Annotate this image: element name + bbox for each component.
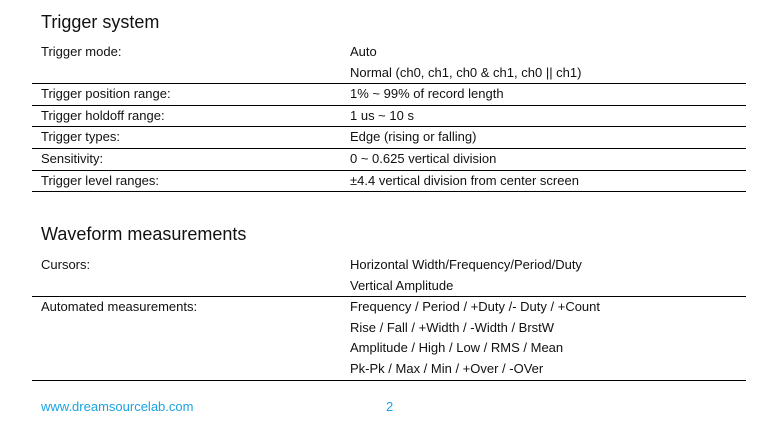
spec-label: Cursors: (41, 257, 91, 272)
footer-website-link[interactable]: www.dreamsourcelab.com (41, 399, 194, 414)
table-row (32, 127, 746, 149)
spec-value (350, 105, 746, 127)
spec-label: Trigger level ranges: (41, 172, 160, 188)
spec-value (350, 297, 746, 380)
spec-value-line: Rise / Fall / +Width / -Width / BrstW (350, 319, 555, 335)
spec-value-line: Edge (rising or falling) (350, 129, 477, 145)
spec-value (350, 148, 746, 170)
table-row (32, 148, 746, 170)
trigger-system-heading: Trigger system (41, 12, 160, 32)
table-row (32, 42, 746, 84)
spec-value (350, 170, 746, 192)
table-row (32, 170, 746, 192)
waveform-measurements-heading: Waveform measurements (41, 224, 247, 244)
spec-value-line: Auto (350, 44, 377, 59)
spec-value (350, 255, 746, 297)
table-row (32, 105, 746, 127)
spec-label: Automated measurements: (41, 299, 198, 315)
trigger-system-table (32, 42, 746, 192)
spec-value-line: Amplitude / High / Low / RMS / Mean (350, 340, 564, 356)
trigger-system-section (32, 11, 746, 192)
spec-label: Trigger types: (41, 129, 120, 145)
spec-label: Trigger mode: (41, 44, 122, 59)
spec-label: Trigger holdoff range: (41, 107, 165, 123)
spec-value-line: Frequency / Period / +Duty /- Duty / +Count (350, 299, 601, 315)
spec-value-line: Vertical Amplitude (350, 277, 454, 293)
table-row (32, 84, 746, 106)
spec-value (350, 42, 746, 84)
waveform-measurements-table (32, 255, 746, 381)
table-row (32, 297, 746, 380)
spec-label: Sensitivity: (41, 150, 104, 166)
spec-value-line: 1 us ~ 10 s (350, 107, 414, 123)
table-row (32, 255, 746, 297)
waveform-measurements-section (32, 223, 746, 381)
spec-label: Trigger position range: (41, 86, 171, 102)
spec-value-line: Pk-Pk / Max / Min / +Over / -OVer (350, 360, 544, 376)
spec-value-line: Normal (ch0, ch1, ch0 & ch1, ch0 || ch1) (350, 64, 582, 80)
spec-value (350, 127, 746, 149)
spec-value-line: ±4.4 vertical division from center screen (350, 172, 579, 188)
page-number: 2 (386, 399, 394, 414)
spec-value-line: Horizontal Width/Frequency/Period/Duty (350, 257, 582, 272)
spec-value-line: 1% ~ 99% of record length (350, 86, 504, 102)
spec-value (350, 84, 746, 106)
spec-value-line: 0 ~ 0.625 vertical division (350, 150, 497, 166)
